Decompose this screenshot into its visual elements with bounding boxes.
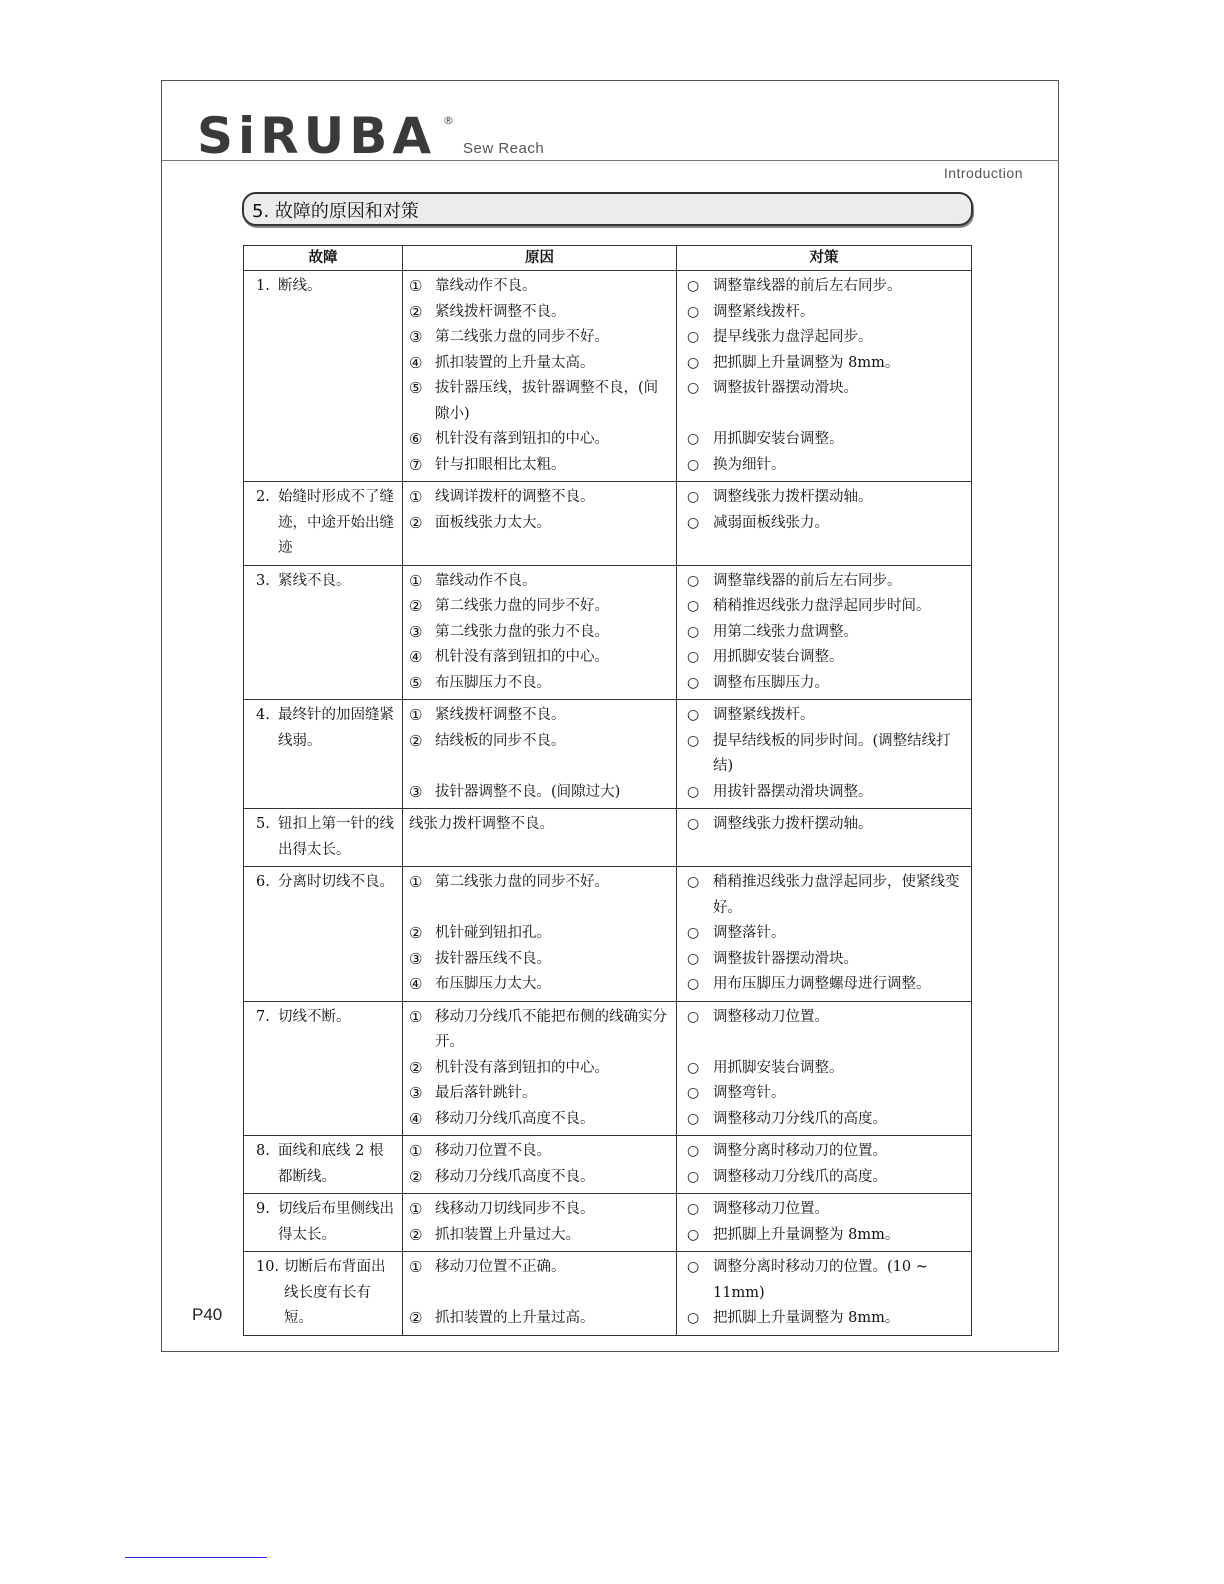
bullet-icon: ○ bbox=[687, 1226, 700, 1243]
cause-text: 结线板的同步不良。 bbox=[435, 732, 566, 749]
cause-text: 机针没有落到钮扣的中心。 bbox=[435, 431, 609, 447]
fix-item bbox=[683, 921, 965, 947]
fix-item bbox=[683, 1165, 965, 1191]
cause-number: ③ bbox=[409, 782, 423, 801]
fault-number: 8. bbox=[256, 1143, 270, 1159]
fix-text: 调整拔针器摆动滑块。 bbox=[713, 380, 858, 396]
fix-text: 调整靠线器的前后左右同步。 bbox=[713, 278, 902, 294]
fix-item bbox=[683, 1107, 965, 1133]
cause-item bbox=[409, 947, 670, 973]
cause-number: ① bbox=[409, 873, 423, 891]
fix-item bbox=[683, 671, 965, 697]
cause-item bbox=[409, 511, 670, 537]
cause-number: ② bbox=[409, 513, 423, 532]
cause-text: 针与扣眼相比太粗。 bbox=[435, 456, 566, 473]
cause-item bbox=[409, 729, 670, 755]
fault-number: 3. bbox=[256, 572, 270, 589]
cause-text: 线调详拨杆的调整不良。 bbox=[435, 489, 595, 505]
fix-text: 稍稍推迟线张力盘浮起同步时间。 bbox=[713, 598, 931, 614]
table-row bbox=[244, 700, 972, 809]
fix-item bbox=[683, 1056, 965, 1082]
cause-item bbox=[409, 780, 670, 806]
fault-description: 切线后布里侧线出得太长。 bbox=[278, 1201, 394, 1243]
fix-text: 调整拔针器摆动滑块。 bbox=[713, 950, 858, 967]
fix-text: 提早结线板的同步时间。(调整结线打结) bbox=[713, 732, 951, 774]
cause-number: ③ bbox=[409, 622, 423, 641]
bullet-icon: ○ bbox=[687, 783, 700, 800]
cause-text: 抓扣装置的上升量太高。 bbox=[435, 354, 595, 371]
fault-description: 始缝时形成不了缝迹，中途开始出缝迹 bbox=[278, 489, 394, 556]
fix-item bbox=[683, 1255, 965, 1306]
fault-description: 切断后布背面出线长度有长有短。 bbox=[284, 1259, 386, 1326]
fix-cell bbox=[677, 700, 972, 809]
cause-item bbox=[409, 300, 670, 326]
fault-number: 5. bbox=[256, 816, 270, 832]
cause-text: 拔针器压线，拔针器调整不良，(间隙小) bbox=[435, 380, 659, 422]
fix-text: 调整移动刀位置。 bbox=[713, 1201, 829, 1217]
cause-number: ④ bbox=[409, 648, 423, 666]
fault-number: 9. bbox=[256, 1201, 270, 1217]
fix-item bbox=[683, 453, 965, 479]
header-fault: 故障 bbox=[244, 246, 403, 271]
cause-number: ② bbox=[409, 597, 423, 615]
bullet-icon: ○ bbox=[687, 976, 700, 992]
cause-text: 抓扣装置上升量过大。 bbox=[435, 1226, 580, 1243]
fix-text: 调整移动刀位置。 bbox=[713, 1008, 829, 1025]
fix-text: 调整移动刀分线爪的高度。 bbox=[713, 1110, 887, 1127]
cause-text: 线张力拨杆调整不良。 bbox=[409, 816, 554, 832]
bullet-icon: ○ bbox=[687, 431, 700, 447]
cause-text: 移动刀分线爪高度不良。 bbox=[435, 1110, 595, 1127]
page-number: P40 bbox=[192, 1305, 223, 1324]
footer-underline bbox=[125, 1557, 267, 1558]
fix-item bbox=[683, 1223, 965, 1249]
cause-number: ② bbox=[409, 1167, 423, 1186]
cause-number: ⑦ bbox=[409, 455, 423, 474]
bullet-icon: ○ bbox=[687, 1168, 700, 1185]
cause-text: 移动刀分线爪不能把布侧的线确实分开。 bbox=[435, 1008, 667, 1050]
cause-number: ④ bbox=[409, 353, 423, 372]
table-row bbox=[244, 809, 972, 867]
table-row bbox=[244, 1194, 972, 1252]
cause-text: 第二线张力盘的同步不好。 bbox=[435, 598, 609, 614]
fix-item bbox=[683, 511, 965, 537]
fix-text: 提早线张力盘浮起同步。 bbox=[713, 329, 873, 345]
cause-text: 拔针器压线不良。 bbox=[435, 950, 551, 967]
cause-cell bbox=[403, 700, 677, 809]
spacer-line bbox=[409, 896, 670, 922]
fix-text: 调整靠线器的前后左右同步。 bbox=[713, 572, 902, 589]
cause-text: 第二线张力盘的张力不良。 bbox=[435, 623, 609, 640]
fix-cell bbox=[677, 809, 972, 867]
fault-description: 切线不断。 bbox=[278, 1008, 351, 1025]
cause-text: 靠线动作不良。 bbox=[435, 278, 537, 294]
fix-item bbox=[683, 485, 965, 511]
bullet-icon: ○ bbox=[687, 925, 700, 941]
fix-text: 减弱面板线张力。 bbox=[713, 514, 829, 531]
section-title-box bbox=[242, 192, 973, 226]
fix-item bbox=[683, 870, 965, 921]
cause-text: 机针没有落到钮扣的中心。 bbox=[435, 1059, 609, 1076]
table-row bbox=[244, 482, 972, 566]
fix-item bbox=[683, 645, 965, 671]
fix-text: 用布压脚压力调整螺母进行调整。 bbox=[713, 976, 931, 992]
bullet-icon: ○ bbox=[687, 380, 700, 396]
cause-text: 移动刀分线爪高度不良。 bbox=[435, 1168, 595, 1185]
cause-cell bbox=[403, 1001, 677, 1136]
bullet-icon: ○ bbox=[687, 674, 700, 691]
fix-item bbox=[683, 1306, 965, 1332]
cause-item bbox=[409, 1005, 670, 1056]
fault-description: 断线。 bbox=[278, 278, 322, 294]
fix-item bbox=[683, 703, 965, 729]
fix-item bbox=[683, 1005, 965, 1031]
cause-text: 抓扣装置的上升量过高。 bbox=[435, 1310, 595, 1326]
cause-text: 移动刀位置不良。 bbox=[435, 1143, 551, 1159]
cause-item bbox=[409, 594, 670, 620]
bullet-icon: ○ bbox=[687, 649, 700, 665]
fix-text: 用抓脚安装台调整。 bbox=[713, 649, 844, 665]
cause-number: ① bbox=[409, 706, 423, 724]
cause-text: 机针没有落到钮扣的中心。 bbox=[435, 649, 609, 665]
cause-number: ③ bbox=[409, 1084, 423, 1102]
cause-cell bbox=[403, 1252, 677, 1336]
table-row bbox=[244, 1001, 972, 1136]
fix-item bbox=[683, 947, 965, 973]
fault-cell bbox=[244, 700, 403, 809]
cause-item bbox=[409, 376, 670, 427]
fix-text: 用抓脚安装台调整。 bbox=[713, 1059, 844, 1076]
table-header-row bbox=[244, 246, 972, 271]
cause-number: ① bbox=[409, 1200, 423, 1218]
cause-number: ① bbox=[409, 571, 423, 590]
fix-text: 换为细针。 bbox=[713, 456, 786, 473]
cause-text: 第二线张力盘的同步不好。 bbox=[435, 874, 609, 890]
cause-number: ⑤ bbox=[409, 673, 423, 692]
cause-number: ② bbox=[409, 924, 423, 942]
bullet-icon: ○ bbox=[687, 1110, 700, 1127]
bullet-icon: ○ bbox=[687, 278, 700, 294]
fix-text: 调整分离时移动刀的位置。 bbox=[713, 1143, 887, 1159]
fix-cell bbox=[677, 565, 972, 700]
cause-number: ① bbox=[409, 1142, 423, 1160]
bullet-icon: ○ bbox=[687, 456, 700, 473]
bullet-icon: ○ bbox=[687, 816, 700, 832]
cause-text: 面板线张力太大。 bbox=[435, 514, 551, 531]
header-cause: 原因 bbox=[403, 246, 677, 271]
fault-cell bbox=[244, 1001, 403, 1136]
fix-text: 调整线张力拨杆摆动轴。 bbox=[713, 816, 873, 832]
cause-item bbox=[409, 620, 670, 646]
fix-item bbox=[683, 300, 965, 326]
cause-item bbox=[409, 671, 670, 697]
cause-number: ① bbox=[409, 488, 423, 506]
spacer-line bbox=[409, 1281, 670, 1307]
fix-item bbox=[683, 729, 965, 780]
fault-description: 分离时切线不良。 bbox=[278, 874, 394, 890]
fix-item bbox=[683, 780, 965, 806]
cause-text: 紧线拨杆调整不良。 bbox=[435, 303, 566, 320]
cause-item bbox=[409, 351, 670, 377]
fix-cell bbox=[677, 1194, 972, 1252]
cause-number: ② bbox=[409, 731, 423, 750]
fault-cell bbox=[244, 1252, 403, 1336]
brand-tagline: Sew Reach bbox=[463, 140, 545, 157]
cause-item bbox=[409, 645, 670, 671]
cause-cell bbox=[403, 809, 677, 867]
fault-cell bbox=[244, 565, 403, 700]
cause-cell bbox=[403, 867, 677, 1002]
cause-item bbox=[409, 453, 670, 479]
fix-item bbox=[683, 812, 965, 838]
cause-number: ⑤ bbox=[409, 379, 423, 397]
fix-text: 调整紧线拨杆。 bbox=[713, 707, 815, 723]
fix-text: 调整落针。 bbox=[713, 925, 786, 941]
fault-cell bbox=[244, 1136, 403, 1194]
brand-logo: SiRUBA bbox=[197, 107, 437, 165]
cause-item bbox=[409, 1081, 670, 1107]
table-row bbox=[244, 1136, 972, 1194]
header-fix: 对策 bbox=[677, 246, 972, 271]
bullet-icon: ○ bbox=[687, 354, 700, 371]
cause-item bbox=[409, 1197, 670, 1223]
bullet-icon: ○ bbox=[687, 489, 700, 505]
bullet-icon: ○ bbox=[687, 874, 700, 890]
bullet-icon: ○ bbox=[687, 329, 700, 345]
fault-cell bbox=[244, 1194, 403, 1252]
cause-number: ④ bbox=[409, 975, 423, 993]
cause-item bbox=[409, 972, 670, 998]
cause-item bbox=[409, 427, 670, 453]
fix-text: 调整分离时移动刀的位置。(10 ~ 11mm) bbox=[713, 1259, 928, 1301]
cause-number: ④ bbox=[409, 1109, 423, 1128]
cause-number: ① bbox=[409, 277, 423, 295]
fix-cell bbox=[677, 1136, 972, 1194]
cause-number: ① bbox=[409, 1258, 423, 1276]
fault-number: 6. bbox=[256, 874, 270, 890]
table-row bbox=[244, 1252, 972, 1336]
fix-item bbox=[683, 351, 965, 377]
fault-number: 4. bbox=[256, 707, 270, 723]
fault-description: 面线和底线 2 根都断线。 bbox=[278, 1143, 384, 1185]
bullet-icon: ○ bbox=[687, 572, 700, 589]
cause-cell bbox=[403, 482, 677, 566]
fix-text: 用拔针器摆动滑块调整。 bbox=[713, 783, 873, 800]
cause-text: 拔针器调整不良。(间隙过大) bbox=[435, 783, 621, 800]
cause-item bbox=[409, 274, 670, 300]
fix-text: 稍稍推迟线张力盘浮起同步，使紧线变好。 bbox=[713, 874, 960, 916]
cause-item bbox=[409, 921, 670, 947]
fix-item bbox=[683, 1139, 965, 1165]
bullet-icon: ○ bbox=[687, 732, 700, 749]
fix-item bbox=[683, 274, 965, 300]
cause-text: 线移动刀切线同步不良。 bbox=[435, 1201, 595, 1217]
fix-cell bbox=[677, 1001, 972, 1136]
fix-text: 调整线张力拨杆摆动轴。 bbox=[713, 489, 873, 505]
fault-cell bbox=[244, 271, 403, 482]
fix-cell bbox=[677, 271, 972, 482]
cause-item bbox=[409, 870, 670, 896]
cause-item bbox=[409, 1306, 670, 1332]
fault-number: 2. bbox=[256, 489, 270, 505]
cause-item bbox=[409, 1165, 670, 1191]
table-row bbox=[244, 565, 972, 700]
fault-number: 1. bbox=[256, 278, 270, 294]
cause-item bbox=[409, 703, 670, 729]
cause-item bbox=[409, 1056, 670, 1082]
cause-item bbox=[409, 325, 670, 351]
cause-cell bbox=[403, 1136, 677, 1194]
fix-item bbox=[683, 376, 965, 402]
cause-number: ① bbox=[409, 1007, 423, 1026]
cause-text: 靠线动作不良。 bbox=[435, 572, 537, 589]
fix-text: 把抓脚上升量调整为 8mm。 bbox=[713, 1310, 900, 1326]
cause-number: ② bbox=[409, 1058, 423, 1077]
cause-number: ③ bbox=[409, 328, 423, 346]
bullet-icon: ○ bbox=[687, 1310, 700, 1326]
bullet-icon: ○ bbox=[687, 1143, 700, 1159]
bullet-icon: ○ bbox=[687, 623, 700, 640]
fix-text: 调整紧线拨杆。 bbox=[713, 303, 815, 320]
fix-text: 把抓脚上升量调整为 8mm。 bbox=[713, 354, 900, 371]
fix-text: 用抓脚安装台调整。 bbox=[713, 431, 844, 447]
fault-number: 7. bbox=[256, 1008, 270, 1025]
bullet-icon: ○ bbox=[687, 1259, 700, 1275]
fault-description: 最终针的加固缝紧线弱。 bbox=[278, 707, 394, 749]
bullet-icon: ○ bbox=[687, 707, 700, 723]
cause-cell bbox=[403, 271, 677, 482]
fix-cell bbox=[677, 867, 972, 1002]
spacer-line bbox=[409, 754, 670, 780]
cause-text: 移动刀位置不正确。 bbox=[435, 1259, 566, 1275]
cause-number: ② bbox=[409, 1225, 423, 1244]
fault-table bbox=[243, 245, 972, 1336]
cause-item bbox=[409, 1223, 670, 1249]
cause-text: 第二线张力盘的同步不好。 bbox=[435, 329, 609, 345]
cause-item bbox=[409, 1255, 670, 1281]
fix-text: 调整弯针。 bbox=[713, 1085, 786, 1101]
fix-item bbox=[683, 1197, 965, 1223]
bullet-icon: ○ bbox=[687, 1201, 700, 1217]
fix-text: 用第二线张力盘调整。 bbox=[713, 623, 858, 640]
fix-item bbox=[683, 427, 965, 453]
fault-cell bbox=[244, 482, 403, 566]
cause-text: 最后落针跳针。 bbox=[435, 1085, 537, 1101]
fault-cell bbox=[244, 867, 403, 1002]
bullet-icon: ○ bbox=[687, 303, 700, 320]
fix-item bbox=[683, 1081, 965, 1107]
bullet-icon: ○ bbox=[687, 598, 700, 614]
cause-item bbox=[409, 569, 670, 595]
cause-text: 布压脚压力太大。 bbox=[435, 976, 551, 992]
fault-cell bbox=[244, 809, 403, 867]
section-title: 5. 故障的原因和对策 bbox=[252, 201, 419, 222]
registered-mark: ® bbox=[443, 114, 454, 127]
cause-number: ② bbox=[409, 1309, 423, 1327]
cause-item bbox=[409, 1107, 670, 1133]
cause-item bbox=[409, 1139, 670, 1165]
cause-number: ⑥ bbox=[409, 430, 423, 448]
cause-text: 机针碰到钮扣孔。 bbox=[435, 925, 551, 941]
fault-description: 紧线不良。 bbox=[278, 572, 351, 589]
cause-text: 紧线拨杆调整不良。 bbox=[435, 707, 566, 723]
cause-item bbox=[409, 812, 670, 838]
spacer-line bbox=[683, 1030, 965, 1056]
table-row bbox=[244, 271, 972, 482]
bullet-icon: ○ bbox=[687, 514, 700, 531]
table-row bbox=[244, 867, 972, 1002]
section-label: Introduction bbox=[943, 165, 1023, 181]
bullet-icon: ○ bbox=[687, 1085, 700, 1101]
cause-number: ② bbox=[409, 302, 423, 321]
cause-cell bbox=[403, 1194, 677, 1252]
cause-cell bbox=[403, 565, 677, 700]
fix-text: 把抓脚上升量调整为 8mm。 bbox=[713, 1226, 900, 1243]
fix-item bbox=[683, 569, 965, 595]
fix-text: 调整移动刀分线爪的高度。 bbox=[713, 1168, 887, 1185]
cause-text: 布压脚压力不良。 bbox=[435, 674, 551, 691]
spacer-line bbox=[683, 402, 965, 428]
fix-item bbox=[683, 972, 965, 998]
bullet-icon: ○ bbox=[687, 950, 700, 967]
bullet-icon: ○ bbox=[687, 1059, 700, 1076]
fix-item bbox=[683, 620, 965, 646]
cause-number: ③ bbox=[409, 949, 423, 968]
fix-text: 调整布压脚压力。 bbox=[713, 674, 829, 691]
fix-item bbox=[683, 594, 965, 620]
fix-cell bbox=[677, 482, 972, 566]
fault-description: 钮扣上第一针的线出得太长。 bbox=[278, 816, 394, 858]
fix-cell bbox=[677, 1252, 972, 1336]
cause-item bbox=[409, 485, 670, 511]
bullet-icon: ○ bbox=[687, 1008, 700, 1025]
fix-item bbox=[683, 325, 965, 351]
fault-number: 10. bbox=[256, 1259, 280, 1275]
